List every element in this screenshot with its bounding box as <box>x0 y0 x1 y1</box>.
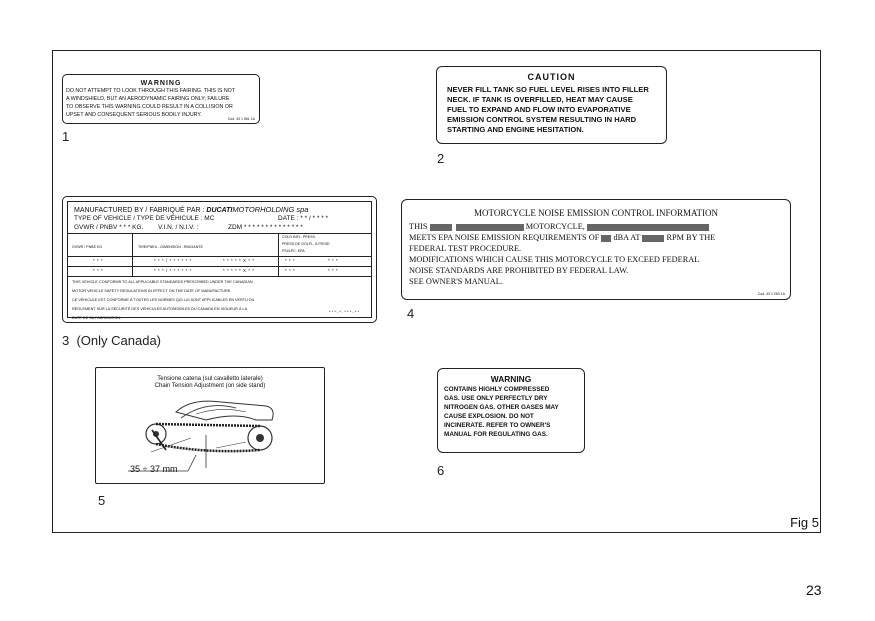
spec-cell: * * * / * * * * * * <box>154 268 192 273</box>
spec-cell: * * * <box>285 268 296 273</box>
label-number-3-digit: 3 <box>62 333 70 348</box>
label-number-3 <box>62 333 161 348</box>
conformity-line: CE VÉHICULE EST CONFORME À TOUTES LES NORMES QUI LUI SONT APPLICABLES EN VERTU DU <box>72 298 255 302</box>
plate-zdm: ZDM * * * * * * * * * * * * * * <box>228 224 303 231</box>
canada-caption: (Only Canada) <box>76 333 162 348</box>
col-gvwr: GVWR / PNBE KG <box>72 245 103 249</box>
conformity-line: RÈGLEMENT SUR LA SÉCURITÉ DES VÉHICULES AUTOMOBILES DU CANADA EN VIGUEUR À LA <box>72 307 248 311</box>
noise-body <box>402 218 790 287</box>
chain-title-en: Chain Tension Adjustment (on side stand) <box>154 383 266 389</box>
plate-bottom-code: * * * - * . * * * - * * <box>328 309 359 314</box>
grid-divider <box>68 266 371 267</box>
grid-divider <box>278 234 279 276</box>
noise-code: Cod. 43 1 263 1A <box>757 292 785 296</box>
plate-vin: V.I.N. / N.I.V. : <box>158 224 199 231</box>
spec-cell: * * * <box>285 258 296 263</box>
spec-cell: * * * * * X * * <box>223 258 255 263</box>
label-number-5: 5 <box>98 493 106 508</box>
fuel-caution-line: STARTING AND ENGINE HESITATION. <box>447 125 584 134</box>
col-tire: TIRE/PNEU - DIMENSION - RIM/JANTE <box>138 245 203 249</box>
label-number-1: 1 <box>62 129 70 144</box>
col-psi: PSI/LPC. KPA <box>282 249 305 253</box>
noise-emission-label <box>401 199 791 300</box>
fuel-caution-title: CAUTION <box>527 72 576 82</box>
brand-logo: DUCATI <box>206 207 233 214</box>
noise-motorcycle: MOTORCYCLE, <box>525 222 585 231</box>
plate-date: DATE : * * / * * * * <box>278 215 329 222</box>
gas-warning-line: CONTAINS HIGHLY COMPRESSED <box>444 386 550 393</box>
fairing-warning-line: DO NOT ATTEMPT TO LOOK THROUGH THIS FAIRING. THIS IS NOT <box>66 88 236 94</box>
conformity-line: THIS VEHICLE CONFORMS TO ALL APPLICABLE STANDARDS PRESCRIBED UNDER THE CANADIAN <box>72 280 253 284</box>
chain-title <box>96 376 324 390</box>
chain-measurement: 35 ÷ 37 mm <box>130 464 178 474</box>
plate-spec-grid <box>68 233 371 277</box>
fuel-caution-line: FUEL TO EXPAND AND FLOW INTO EVAPORATIVE <box>447 105 631 114</box>
gas-warning-line: MANUAL FOR REGULATING GAS. <box>444 431 548 438</box>
gas-warning-line: CAUSE EXPLOSION. DO NOT <box>444 413 534 420</box>
canada-id-plate <box>62 196 377 323</box>
redacted-block <box>587 224 709 231</box>
noise-line-1 <box>409 221 785 232</box>
spec-cell: * * * <box>93 258 104 263</box>
redacted-block <box>456 224 524 231</box>
redacted-block <box>601 235 611 242</box>
spec-cell: * * * * * X * * <box>223 268 255 273</box>
noise-line2a: MEETS EPA NOISE EMISSION REQUIREMENTS OF <box>409 233 600 242</box>
grid-divider <box>68 256 371 257</box>
fairing-warning-title: WARNING <box>140 80 182 87</box>
page-number: 23 <box>806 582 822 598</box>
plate-inner-border <box>67 201 372 318</box>
spec-cell: * * * <box>328 268 339 273</box>
plate-gvwr: GVWR / PNBV * * * KG. <box>74 224 144 231</box>
noise-line-6: SEE OWNER'S MANUAL. <box>409 277 503 286</box>
label-number-2: 2 <box>437 151 445 166</box>
fuel-caution-line: NECK. IF TANK IS OVERFILLED, HEAT MAY CAUSE <box>447 95 633 104</box>
noise-title: MOTORCYCLE NOISE EMISSION CONTROL INFORMATION <box>473 208 718 218</box>
fuel-caution-label <box>436 66 667 144</box>
company-name: MOTORHOLDING spa <box>232 205 309 214</box>
noise-this: THIS <box>409 222 428 231</box>
col-press: PRESS DE GOLFL. À FROID <box>282 242 330 246</box>
chain-tension-label <box>95 367 325 484</box>
fairing-warning-code: Cod. 43 1 561 1A <box>227 117 255 121</box>
spec-cell: * * * <box>93 268 104 273</box>
gas-warning-line: GAS. USE ONLY PERFECTLY DRY <box>444 395 548 402</box>
gas-warning-label <box>437 368 585 453</box>
noise-line-5: NOISE STANDARDS ARE PROHIBITED BY FEDERAL LAW. <box>409 266 629 275</box>
gas-warning-line: NITROGEN GAS. OTHER GASES MAY <box>444 404 559 411</box>
noise-line-2 <box>409 232 785 243</box>
fairing-warning-body <box>63 87 259 119</box>
noise-line2c: RPM BY THE <box>666 233 716 242</box>
conformity-line: MOTOR VEHICLE SAFETY REGULATIONS IN EFFECT ON THE DATE OF MANUFACTURE. <box>72 289 232 293</box>
chain-title-it: Tensione catena (sul cavalletto laterale) <box>157 376 263 382</box>
spec-cell: * * * <box>328 258 339 263</box>
fairing-warning-line: TO OBSERVE THIS WARNING COULD RESULT IN A COLLISION OR <box>66 104 233 110</box>
redacted-block <box>642 235 664 242</box>
fuel-caution-line: NEVER FILL TANK SO FUEL LEVEL RISES INTO FILLER <box>447 85 649 94</box>
figure-label: Fig 5 <box>790 515 819 530</box>
label-number-6: 6 <box>437 463 445 478</box>
conformity-line: DATE DE SA FABRICATION. <box>72 316 122 320</box>
vehicle-type: TYPE OF VEHICLE / TYPE DE VÉHICULE : MC <box>74 215 215 222</box>
fairing-warning-line: UPSET AND CONSEQUENT SERIOUS BODILY INJURY. <box>66 112 202 118</box>
grid-divider <box>132 234 133 276</box>
noise-line-4: MODIFICATIONS WHICH CAUSE THIS MOTORCYCLE TO EXCEED FEDERAL <box>409 255 700 264</box>
fairing-warning-line: A WINDSHIELD, BUT AN AERODYNAMIC FAIRING ONLY; FAILURE <box>66 96 230 102</box>
gas-warning-body <box>438 384 584 439</box>
gas-warning-line: INCINERATE. REFER TO OWNER'S <box>444 422 551 429</box>
noise-line-3: FEDERAL TEST PROCEDURE. <box>409 244 522 253</box>
fuel-caution-line: EMISSION CONTROL SYSTEM RESULTING IN HARD <box>447 115 637 124</box>
redacted-block <box>430 224 452 231</box>
manufactured-by-text: MANUFACTURED BY / FABRIQUÉ PAR : <box>74 207 205 214</box>
label-number-4: 4 <box>407 306 415 321</box>
gas-warning-title: WARNING <box>490 374 532 384</box>
fairing-warning-label <box>62 74 260 124</box>
spec-cell: * * * / * * * * * * <box>154 258 192 263</box>
col-cold: COLD INFL. PRESS. <box>282 235 316 239</box>
plate-conformity-text <box>72 278 372 323</box>
fuel-caution-body <box>437 82 666 135</box>
plate-manufacturer-line <box>74 205 308 214</box>
noise-line2b: dBA AT <box>613 233 641 242</box>
